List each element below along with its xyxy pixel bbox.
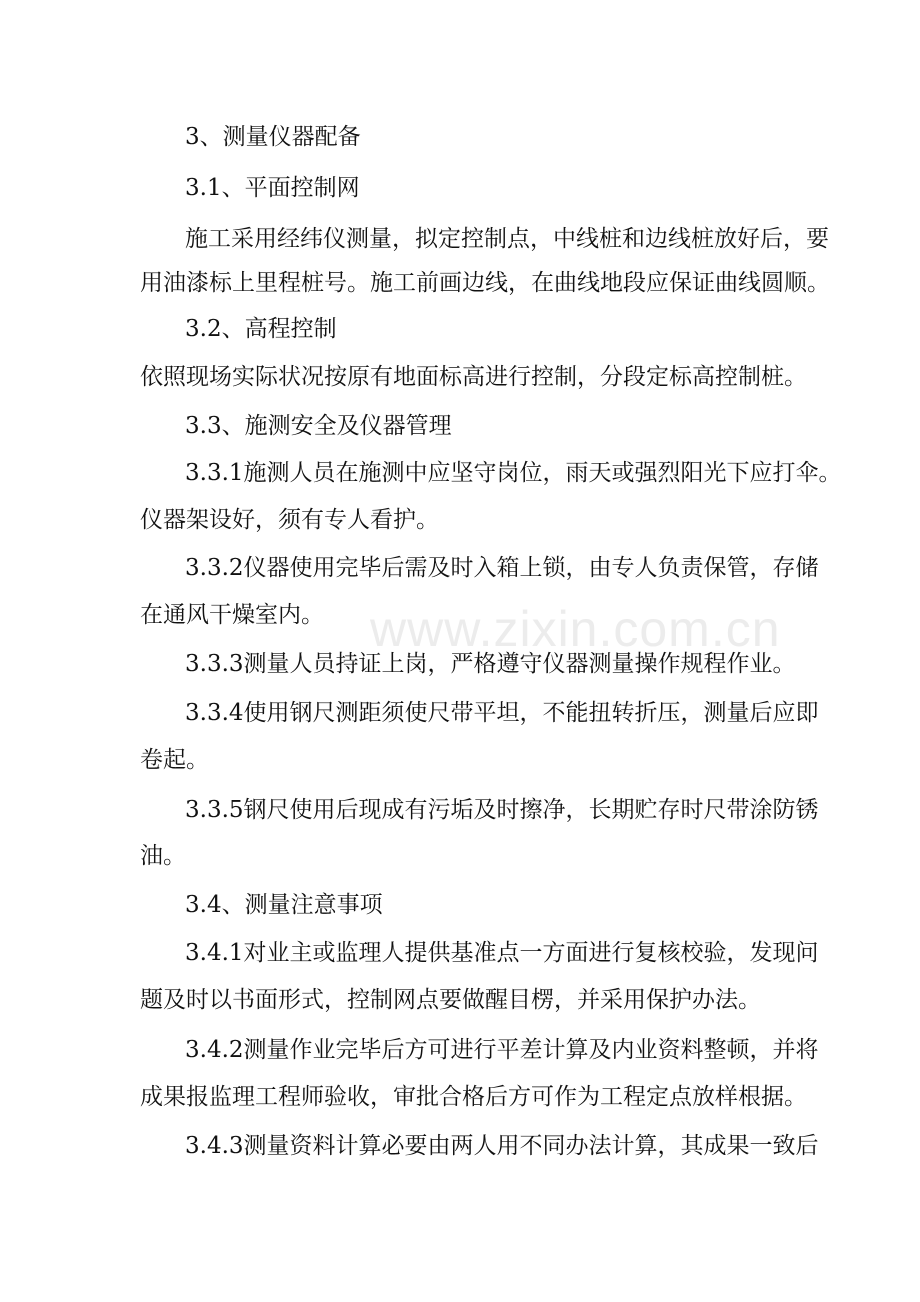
subsection-heading: 3.2、高程控制 [185, 316, 337, 342]
paragraph-line: 3.3.2仪器使用完毕后需及时入箱上锁，由专人负责保管，存储 [185, 555, 819, 581]
paragraph-line: 3.4.1对业主或监理人提供基准点一方面进行复核校验，发现问 [185, 940, 819, 966]
watermark: www.zixin.com.cn [370, 601, 781, 657]
paragraph-line: 用油漆标上里程桩号。施工前画边线，在曲线地段应保证曲线圆顺。 [140, 270, 830, 296]
subsection-heading: 3.1、平面控制网 [185, 175, 360, 201]
paragraph-line: 在通风干燥室内。 [140, 602, 324, 628]
paragraph-line: 卷起。 [140, 747, 209, 773]
paragraph-line: 油。 [140, 843, 186, 869]
paragraph-line: 3.3.1施测人员在施测中应坚守岗位，雨天或强烈阳光下应打伞。 [185, 460, 842, 486]
paragraph-line: 3.3.4使用钢尺测距须使尺带平坦，不能扭转折压，测量后应即 [185, 700, 819, 726]
paragraph-line: 3.4.3测量资料计算必要由两人用不同办法计算，其成果一致后 [185, 1133, 819, 1159]
paragraph-line: 施工采用经纬仪测量，拟定控制点，中线桩和边线桩放好后，要 [185, 226, 829, 252]
paragraph-line: 仪器架设好，须有专人看护。 [140, 507, 439, 533]
paragraph-line: 成果报监理工程师验收，审批合格后方可作为工程定点放样根据。 [140, 1084, 807, 1110]
paragraph-line: 3.3.5钢尺使用后现成有污垢及时擦净，长期贮存时尺带涂防锈 [185, 797, 819, 823]
paragraph-line: 3.3.3测量人员持证上岗，严格遵守仪器测量操作规程作业。 [185, 651, 796, 677]
paragraph-line: 题及时以书面形式，控制网点要做醒目楞，并采用保护办法。 [140, 987, 761, 1013]
section-heading: 3、测量仪器配备 [185, 124, 361, 150]
subsection-heading: 3.3、施测安全及仪器管理 [185, 413, 452, 439]
subsection-heading: 3.4、测量注意事项 [185, 892, 383, 918]
paragraph-line: 依照现场实际状况按原有地面标高进行控制，分段定标高控制桩。 [140, 364, 807, 390]
paragraph-line: 3.4.2测量作业完毕后方可进行平差计算及内业资料整顿，并将 [185, 1037, 819, 1063]
